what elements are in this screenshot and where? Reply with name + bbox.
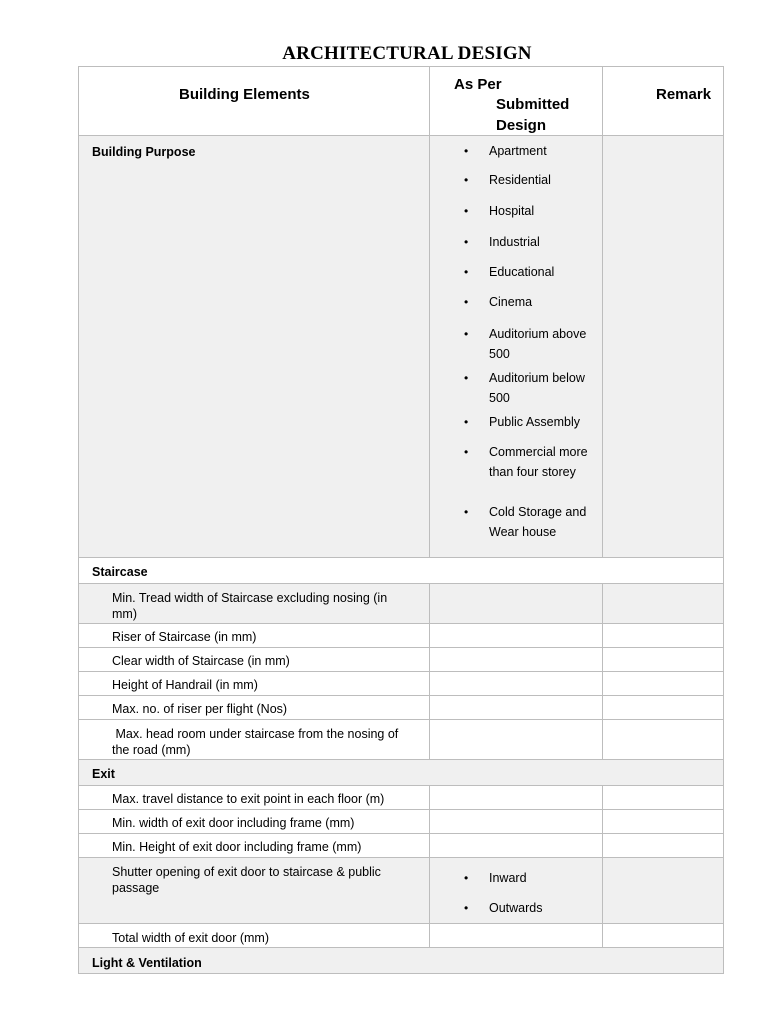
element-cell xyxy=(78,624,430,648)
header-cell-remark xyxy=(603,66,724,136)
bullet-icon: • xyxy=(464,144,469,158)
element-cell xyxy=(78,696,430,720)
table-row xyxy=(78,924,724,948)
row-label: Total width of exit door (mm) xyxy=(112,931,269,945)
row-label: Min. width of exit door including frame (mm) xyxy=(112,816,355,830)
design-value-cell[interactable] xyxy=(430,720,603,760)
bullet-icon: • xyxy=(464,173,469,187)
design-value-cell[interactable] xyxy=(430,584,603,624)
section-row-staircase xyxy=(78,558,724,584)
remark-cell[interactable] xyxy=(603,648,724,672)
header-remark: Remark xyxy=(656,86,712,103)
section-title-light-ventilation: Light & Ventilation xyxy=(92,956,202,970)
table-row xyxy=(78,696,724,720)
remark-cell[interactable] xyxy=(603,624,724,648)
element-cell xyxy=(78,810,430,834)
header-as-per: As Per xyxy=(454,76,502,93)
bullet-icon: • xyxy=(464,204,469,218)
design-value-cell[interactable] xyxy=(430,786,603,810)
header-submitted: Submitted xyxy=(496,96,570,113)
row-label: Min. Height of exit door including frame (mm) xyxy=(112,840,362,854)
building-purpose-label: Building Purpose xyxy=(92,145,196,159)
row-label: Max. travel distance to exit point in each floor (m) xyxy=(112,792,385,806)
element-cell xyxy=(78,834,430,858)
remark-cell[interactable] xyxy=(603,810,724,834)
bullet-icon: • xyxy=(464,265,469,279)
design-value-cell[interactable] xyxy=(430,810,603,834)
table-row xyxy=(78,624,724,648)
remark-cell[interactable] xyxy=(603,834,724,858)
design-value-cell[interactable] xyxy=(430,672,603,696)
remark-cell[interactable] xyxy=(603,672,724,696)
bullet-icon: • xyxy=(464,295,469,309)
table-row xyxy=(78,584,724,624)
bullet-icon: • xyxy=(464,371,469,385)
element-cell xyxy=(78,858,430,924)
row-label: Height of Handrail (in mm) xyxy=(112,678,258,692)
element-cell xyxy=(78,786,430,810)
section-title-staircase: Staircase xyxy=(92,565,148,579)
bullet-icon: • xyxy=(464,327,469,341)
header-design: Design xyxy=(496,117,547,134)
element-cell xyxy=(78,720,430,760)
page-title: ARCHITECTURAL DESIGN xyxy=(282,43,532,64)
section-row-exit xyxy=(78,760,724,786)
table-header-row xyxy=(78,66,724,136)
section-row-light-ventilation xyxy=(78,948,724,974)
remark-cell[interactable] xyxy=(603,924,724,948)
element-cell xyxy=(78,584,430,624)
row-label: Riser of Staircase (in mm) xyxy=(112,630,257,644)
table-row xyxy=(78,834,724,858)
design-value-cell[interactable] xyxy=(430,648,603,672)
shutter-options-cell: • Inward • Outwards xyxy=(430,858,603,924)
section-title-exit: Exit xyxy=(92,767,115,781)
bullet-icon: • xyxy=(464,235,469,249)
element-cell xyxy=(78,924,430,948)
header-cell-building-elements xyxy=(78,66,430,136)
building-purpose-row xyxy=(78,136,724,558)
bullet-icon: • xyxy=(464,901,469,915)
building-purpose-cell xyxy=(78,136,430,558)
row-label: Max. head room under staircase from the nosing of the road (mm) xyxy=(112,727,402,757)
row-label: Shutter opening of exit door to staircase & public passage xyxy=(112,865,381,895)
row-label: Max. no. of riser per flight (Nos) xyxy=(112,702,288,716)
remark-cell[interactable] xyxy=(603,696,724,720)
building-purpose-options-cell: • Apartment • Residential • Hospital • Industrial • Educational • Cinema • Auditorium above 500 • Auditorium below 500 • Public Assembly • Commercial more than four storey • Cold Storage and Wear house xyxy=(430,136,603,558)
remark-cell[interactable] xyxy=(603,786,724,810)
table-row xyxy=(78,720,724,760)
design-value-cell[interactable] xyxy=(430,624,603,648)
section-cell-staircase xyxy=(78,558,724,584)
section-cell-exit xyxy=(78,760,724,786)
bullet-icon: • xyxy=(464,871,469,885)
bullet-icon: • xyxy=(464,445,469,459)
bullet-icon: • xyxy=(464,505,469,519)
table-row xyxy=(78,858,724,924)
remark-cell[interactable] xyxy=(603,720,724,760)
header-cell-as-per-design xyxy=(430,66,603,136)
table-row xyxy=(78,672,724,696)
table-row xyxy=(78,786,724,810)
bullet-icon: • xyxy=(464,415,469,429)
header-building-elements: Building Elements xyxy=(179,86,310,103)
remark-cell[interactable] xyxy=(603,584,724,624)
building-purpose-remark-cell xyxy=(603,136,724,558)
row-label: Min. Tread width of Staircase excluding nosing (in mm) xyxy=(112,591,388,621)
design-value-cell[interactable] xyxy=(430,924,603,948)
design-value-cell[interactable] xyxy=(430,834,603,858)
remark-cell[interactable] xyxy=(603,858,724,924)
row-label: Clear width of Staircase (in mm) xyxy=(112,654,290,668)
section-cell-light-ventilation xyxy=(78,948,724,974)
element-cell xyxy=(78,672,430,696)
table-row xyxy=(78,648,724,672)
element-cell xyxy=(78,648,430,672)
table-row xyxy=(78,810,724,834)
design-value-cell[interactable] xyxy=(430,696,603,720)
